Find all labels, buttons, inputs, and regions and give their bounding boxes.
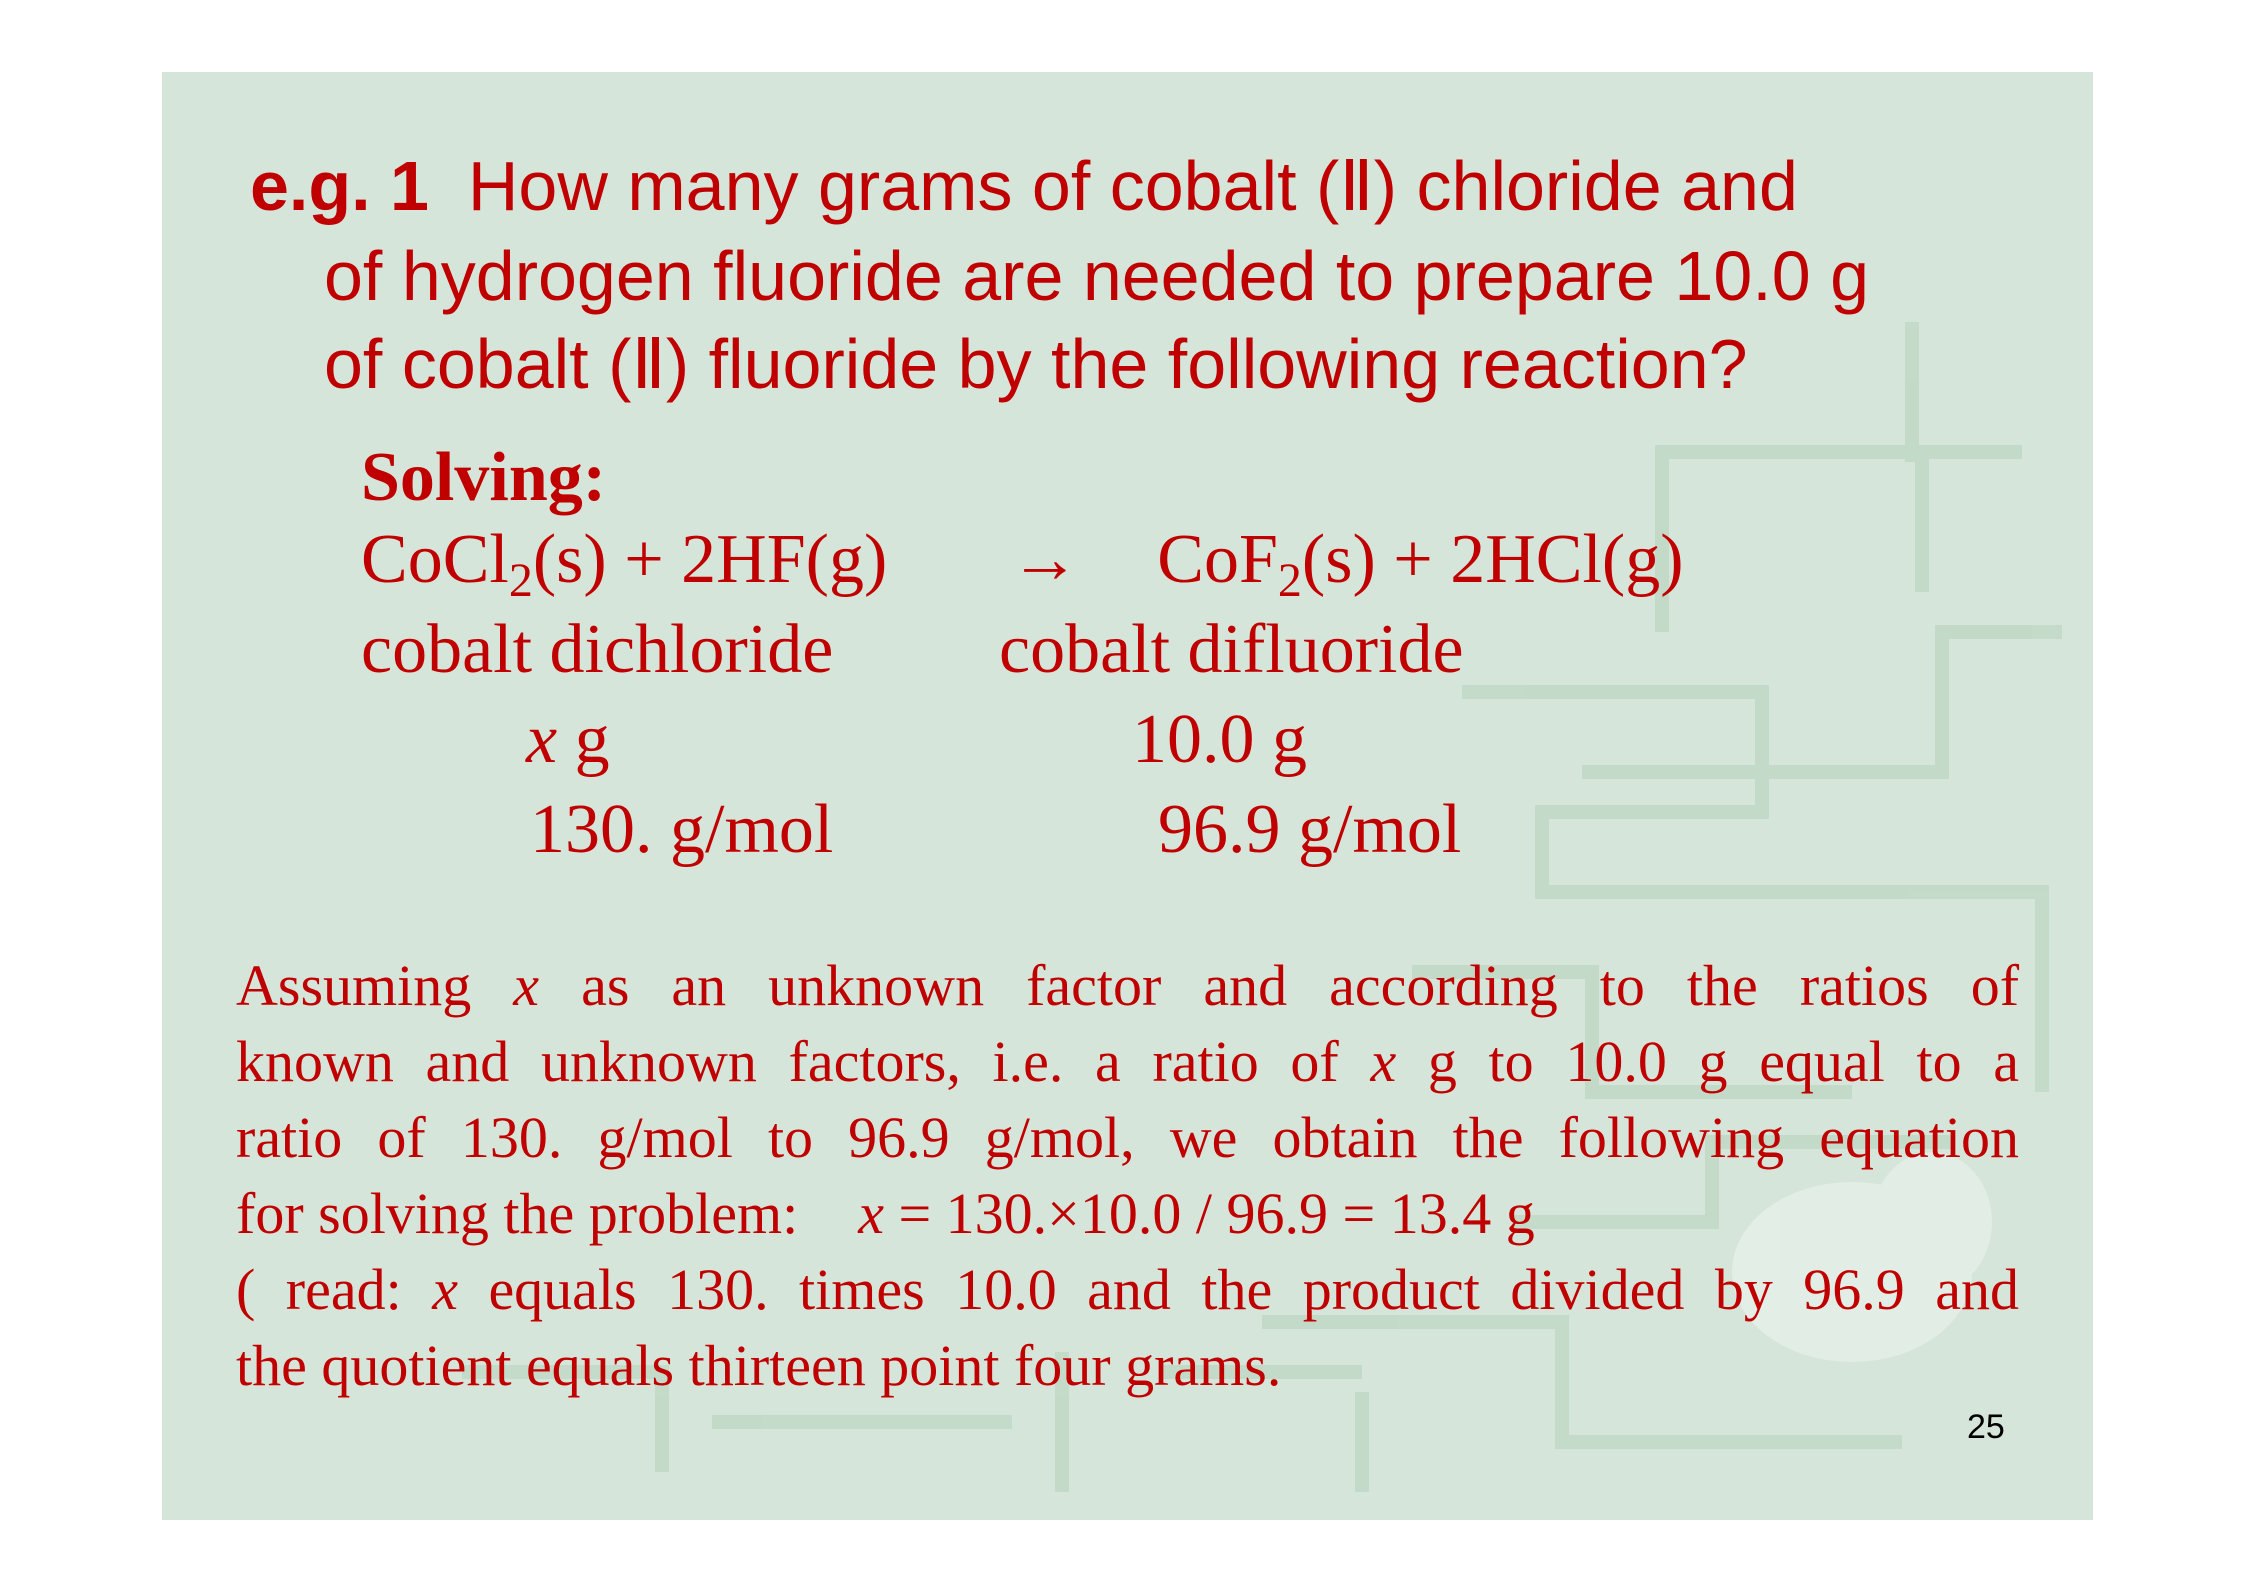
mass-known: 10.0 g	[1132, 701, 1307, 778]
reactant-cocl2: CoCl$_2$(s) + 2HF(g)	[361, 521, 888, 607]
molar-mass-row	[530, 790, 1462, 870]
question	[250, 142, 1869, 410]
solving-label: Solving:	[361, 439, 607, 516]
molar-mass-cocl2: 130. g/mol	[530, 791, 834, 868]
explanation-paragraph	[236, 948, 2019, 1404]
paragraph-line-4: for solving the problem: x = 130.×10.0 / 96.9 = 13.4 g	[236, 1181, 1535, 1246]
roman-numeral: Ⅱ	[1339, 149, 1374, 226]
molar-mass-cof2: 96.9 g/mol	[1158, 791, 1462, 868]
reaction-equation	[361, 520, 1684, 607]
product-cof2: CoF$_2$(s) + 2HCl(g)	[1157, 521, 1684, 607]
masses-row	[526, 700, 1426, 780]
roman-numeral: Ⅱ	[631, 327, 666, 404]
name-cobalt-dichloride: cobalt dichloride	[361, 611, 834, 688]
paragraph-line-3: ratio of 130. g/mol to 96.9 g/mol, we obtain the following equation	[236, 1105, 2019, 1170]
question-line-2: of hydrogen fluoride are needed to prepare 10.0 g	[324, 237, 1870, 315]
reaction-arrow: →	[1009, 521, 1080, 598]
page-number: 25	[1967, 1408, 2005, 1446]
times-sign: ×	[1047, 1181, 1080, 1246]
paragraph-line-5: ( read: x equals 130. times 10.0 and the product divided by 96.9 and	[236, 1257, 2020, 1322]
question-line-1: e.g. 1 How many grams of cobalt (Ⅱ) chloride and	[250, 147, 1798, 226]
compound-names	[361, 610, 1464, 690]
example-label: e.g. 1	[250, 147, 429, 225]
paragraph-line-2: known and unknown factors, i.e. a ratio of x g to 10.0 g equal to a	[236, 1029, 2020, 1094]
mass-unknown: x g	[526, 701, 610, 778]
slide	[162, 72, 2093, 1520]
equation: x = 130.×10.0 / 96.9 = 13.4 g	[858, 1181, 1535, 1246]
paragraph-line-1: Assuming x as an unknown factor and according to the ratios of	[236, 953, 2020, 1018]
name-cobalt-difluoride: cobalt difluoride	[999, 611, 1464, 688]
paragraph-line-6: the quotient equals thirteen point four grams.	[236, 1333, 1282, 1398]
question-line-3: of cobalt (Ⅱ) fluoride by the following reaction?	[324, 325, 1748, 404]
